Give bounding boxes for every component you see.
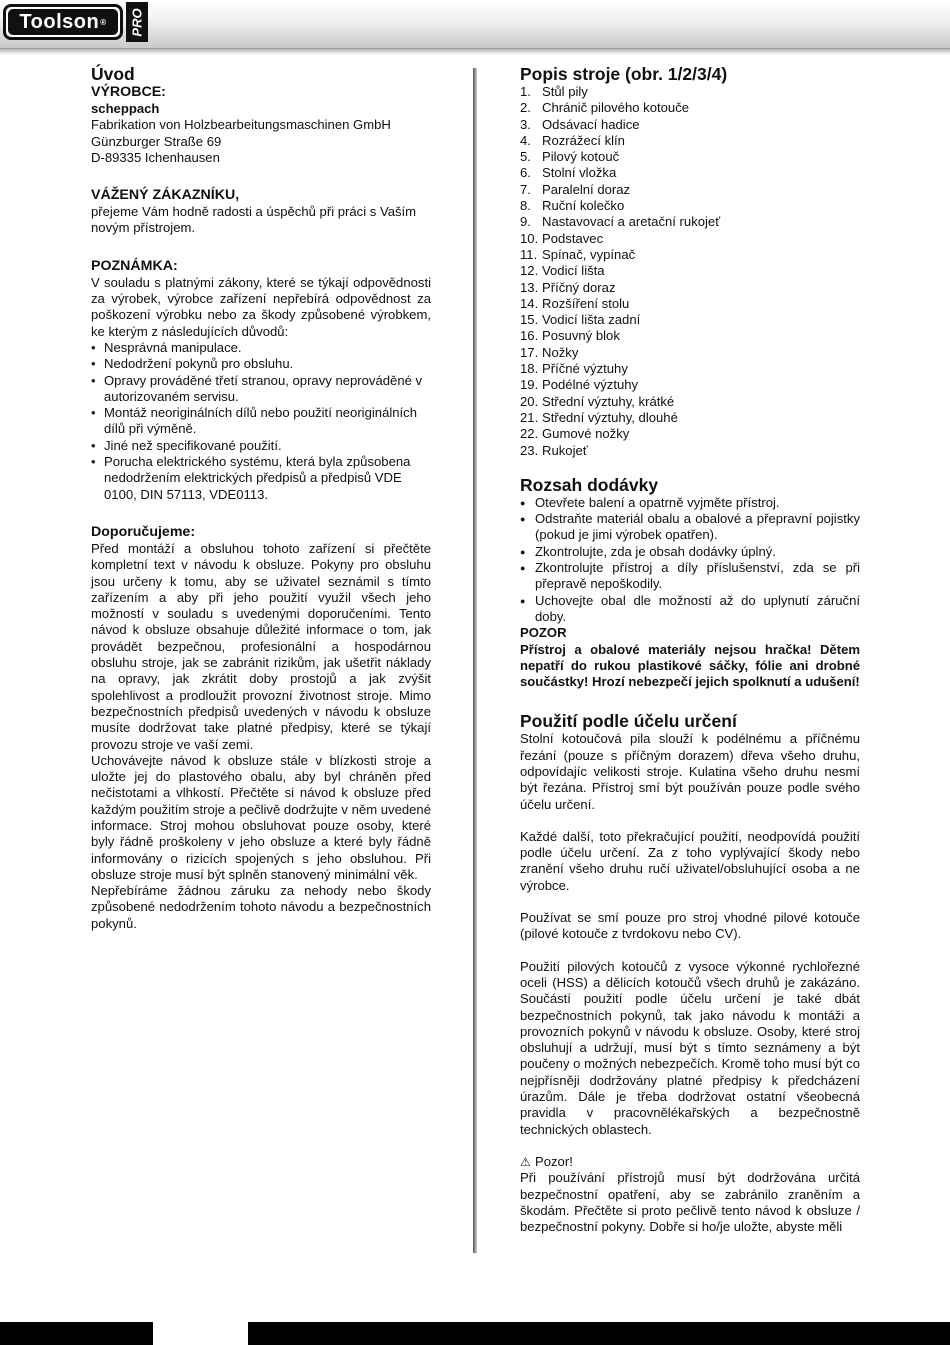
list-item: 9. Nastavovací a aretační rukojeť [520, 214, 721, 230]
note-heading: POZNÁMKA: [91, 257, 178, 274]
use-paragraph-3: Používat se smí pouze pro stroj vhodné pilové kotouče (pilové kotouče z tvrdokovu nebo CV). [520, 910, 860, 942]
list-item: 20. Střední výztuhy, krátké [520, 393, 675, 409]
logo-pro-text: PRO [129, 7, 145, 37]
header-shadow [0, 49, 950, 55]
list-item: ● Uchovejte obal dle možností až do uplynutí záruční doby. [520, 593, 860, 626]
list-item: 19. Podélné výztuhy [520, 377, 639, 393]
list-item: 23. Rukojeť [520, 442, 588, 458]
list-item: 6. Stolní vložka [520, 165, 617, 181]
list-item: ● Zkontrolujte přístroj a díly příslušenství, zda se při přepravě nepoškodily. [520, 560, 860, 593]
list-item: 15. Vodicí lišta zadní [520, 312, 641, 328]
use-paragraph-1: Stolní kotoučová pila slouží k podélnému a příčnému řezání (pouze s příčným dorazem) dřeva všeho druhu, odpovídajíc velikosti stroje. Kulatina všeho druhu nesmí být řezána. Přístroj smí být používán pouze podle svého účelu určení. [520, 731, 860, 812]
list-item: ● Odstraňte materiál obalu a obalové a přepravní pojistky (pokud je jimi výrobek opatřen). [520, 511, 860, 544]
column-divider [473, 68, 477, 1253]
recommend-paragraph-1: Před montáží a obsluhou tohoto zařízení si přečtěte kompletní text v návodu k obsluze. Pokyny pro obsluhu jsou určeny k tomu, aby se uživatel seznámil s tímto zařízením a aby při jeho použití využil všech jeho možností v souladu s uvedenými doporučeními. Tento návod k obsluze obsahuje důležité informace o tom, jak provádět bezpečnou, profesionální a hospodárnou obsluhu stroje, jak se zabránit rizikům, jak ušetřit náklady na opravy, jak zkrátit doby prostojů a jak zvýšit spolehlivost a prodloužit provozní životnost stroje. Mimo bezpečnostních předpisů uvedených v návodu k obsluze musíte dodržovat take platné předpisy, které se týkají provozu stroje ve vaší zemi. [91, 540, 431, 752]
footer-bar [0, 1322, 950, 1345]
list-item: 17. Nožky [520, 344, 579, 360]
list-item: 4. Rozrážecí klín [520, 132, 625, 148]
logo-pro-badge [126, 2, 148, 42]
list-item: 12. Vodicí lišta [520, 263, 605, 279]
list-item: • Jiné než specifikované použití. [91, 438, 431, 454]
warning-triangle-icon: ⚠ [520, 1154, 531, 1169]
use-heading: Použití podle účelu určení [520, 711, 737, 732]
list-item: • Montáž neoriginálních dílů nebo použití neoriginálních dílů při výměně. [91, 405, 431, 438]
toolson-logo [3, 4, 123, 40]
list-item: ● Otevřete balení a opatrně vyjměte přístroj. [520, 495, 860, 511]
manufacturer-heading: VÝROBCE: [91, 84, 166, 100]
recommend-heading: Doporučujeme: [91, 523, 196, 540]
customer-heading: VÁŽENÝ ZÁKAZNÍKU, [91, 187, 240, 204]
caution-label: POZOR [520, 625, 567, 641]
list-item: 10. Podstavec [520, 230, 604, 246]
logo-text: Toolson [19, 10, 100, 33]
list-item: 1. Stůl pily [520, 84, 588, 99]
warning-line [520, 1154, 860, 1170]
warning-label: Pozor! [535, 1153, 573, 1169]
list-item: 14. Rozšíření stolu [520, 295, 630, 311]
logo-registered-mark: ® [100, 17, 107, 27]
list-item: ● Zkontrolujte, zda je obsah dodávky úplný. [520, 544, 860, 560]
list-item: • Opravy prováděné třetí stranou, opravy neprováděné v autorizovaném servisu. [91, 373, 431, 406]
list-item: 7. Paralelní doraz [520, 181, 631, 197]
list-item: 18. Příčné výztuhy [520, 361, 628, 377]
use-paragraph-2: Každé další, toto překračující použití, neodpovídá použití podle účelu určení. Za z toho vyplývající škody nebo zranění všeho druhu ručí uživatel/obsluhující osoba a ne výrobce. [520, 828, 860, 893]
warning-text: Při používání přístrojů musí být dodržována určitá bezpečnostní opatření, aby se zabránilo zraněním a škodám. Přečtěte si proto pečlivě tento návod k obsluze / bezpečnostní pokyny. Dobře si ho/je uložte, abyste měli [520, 1170, 860, 1235]
list-item: • Nesprávná manipulace. [91, 340, 431, 356]
manufacturer-line-3: D-89335 Ichenhausen [91, 149, 220, 165]
note-list [91, 340, 431, 503]
scope-heading: Rozsah dodávky [520, 474, 659, 495]
list-item: • Nedodržení pokynů pro obsluhu. [91, 356, 431, 372]
caution-text: Přístroj a obalové materiály nejsou hračka! Dětem nepatří do rukou plastikové sáčky, fólie ani drobné součástky! Hrozí nebezpečí jejich spolknutí a udušení! [520, 641, 860, 690]
note-text: V souladu s platnými zákony, které se týkají odpovědnosti za výrobek, výrobce zařízení nepřebírá odpovědnost za poškození výrobku nebo za škody způsobené výrobkem, ke kterým z následujících důvodů: [91, 274, 431, 339]
footer-page-tab [153, 1322, 248, 1345]
list-item: 3. Odsávací hadice [520, 116, 640, 132]
list-item: 22. Gumové nožky [520, 426, 630, 442]
list-item: 16. Posuvný blok [520, 328, 620, 344]
list-item: 5. Pilový kotouč [520, 149, 620, 165]
manufacturer-line-1: Fabrikation von Holzbearbeitungsmaschinen GmbH [91, 117, 391, 133]
parts-list [520, 84, 860, 459]
scope-list [520, 495, 860, 625]
list-item: 2. Chránič pilového kotouče [520, 100, 690, 116]
manufacturer-name: scheppach [91, 101, 160, 116]
parts-heading: Popis stroje (obr. 1/2/3/4) [520, 64, 728, 84]
use-paragraph-4: Použití pilových kotoučů z vysoce výkonné rychlořezné oceli (HSS) a dělicích kotoučů všech druhů je zakázáno. Součástí použití podle účelu určení je také dbát bezpečnostních pokynů, tak jako návodu k montáži a provozních pokynů v návodu k obsluze. Osoby, které stroj obsluhují a udržují, musí být s tímto seznámeny a být poučeny o možných nebezpečích. Kromě toho musí být co nejpřísněji dodržovány platné předpisy k předcházení úrazům. Dále je třeba dodržovat ostatní všeobecná pravidla v pracovnělékařských a bezpečnostně technických oblastech. [520, 958, 860, 1137]
customer-text: přejeme Vám hodně radosti a úspěchů při práci s Vaším novým přístrojem. [91, 204, 417, 236]
list-item: 8. Ruční kolečko [520, 198, 625, 214]
list-item: • Porucha elektrického systému, která byla způsobena nedodržením elektrických předpisů a předpisů VDE 0100, DIN 57113, VDE0113. [91, 454, 431, 503]
recommend-paragraph-3: Nepřebíráme žádnou záruku za nehody nebo škody způsobené nedodržením tohoto návodu a bezpečnostních pokynů. [91, 883, 431, 931]
intro-title: Úvod [91, 64, 135, 84]
right-column [520, 64, 860, 1235]
list-item: 11. Spínač, vypínač [520, 246, 636, 262]
list-item: 13. Příčný doraz [520, 279, 616, 295]
left-column [91, 64, 431, 932]
manufacturer-line-2: Günzburger Straße 69 [91, 133, 222, 149]
list-item: 21. Střední výztuhy, dlouhé [520, 409, 678, 425]
recommend-paragraph-2: Uchovávejte návod k obsluze stále v blízkosti stroje a uložte jej do plastového obalu, aby byl chráněn před nečistotami a vlhkostí. Přečtěte si návod k obsluze před každým použitím stroje a pečlivě dodržujte v něm uvedené informace. Stroj mohou obsluhovat pouze osoby, které byly řádně proškoleny v jeho obsluze a které byly řádně informovány o rizicích spojených s jeho obsluhou. Při obsluze stroje musí být splněn stanovený minimální věk. [91, 752, 431, 882]
logo-wordmark [8, 9, 118, 35]
